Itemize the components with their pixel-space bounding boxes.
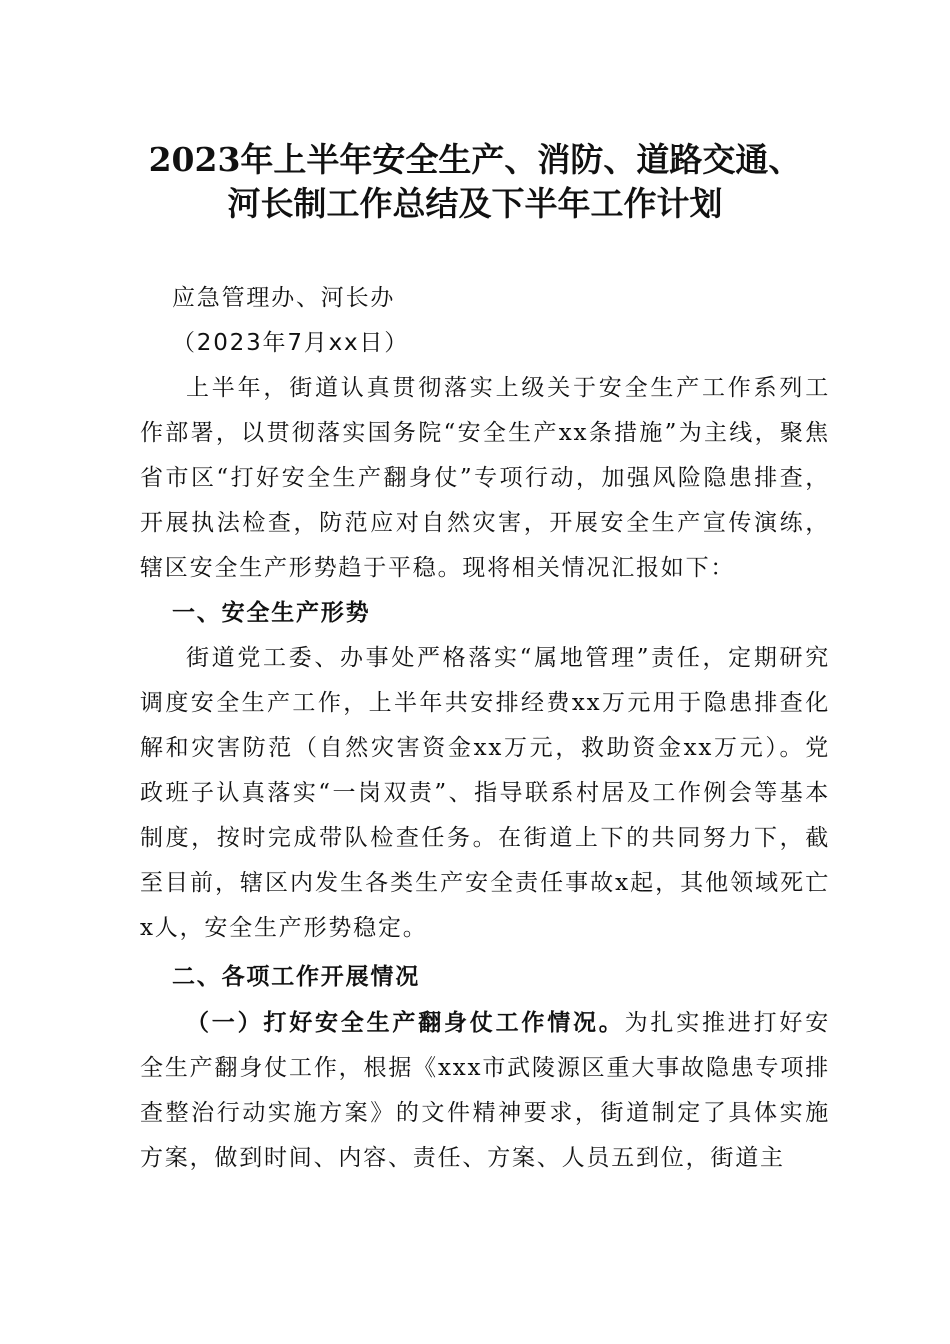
document-body (140, 276, 830, 1181)
subsection-1-body: 为扎实推进打好安全生产翻身仗工作，根据《xxx市武陵源区重大事故隐患专项排查整治行动实施方案》的文件精神要求，街道制定了具体实施方案，做到时间、内容、责任、方案、人员五到位，街道主 (140, 1010, 830, 1171)
section-1-heading: 一、安全生产形势 (172, 600, 371, 626)
intro-paragraph: 上半年，街道认真贯彻落实上级关于安全生产工作系列工作部署，以贯彻落实国务院“安全生产xx条措施”为主线，聚焦省市区“打好安全生产翻身仗”专项行动，加强风险隐患排查，开展执法检查，防范应对自然灾害，开展安全生产宣传演练，辖区安全生产形势趋于平稳。现将相关情况汇报如下： (140, 375, 830, 581)
document-title-line-1: 2023年上半年安全生产、消防、道路交通、 (148, 140, 802, 179)
section-2-heading: 二、各项工作开展情况 (172, 964, 420, 990)
date-line: （2023年7月xx日） (172, 330, 409, 356)
section-1-paragraph: 街道党工委、办事处严格落实“属地管理”责任，定期研究调度安全生产工作，上半年共安排经费xx万元用于隐患排查化解和灾害防范（自然灾害资金xx万元，救助资金xx万元）。党政班子认真落实“一岗双责”、指导联系村居及工作例会等基本制度，按时完成带队检查任务。在街道上下的共同努力下，截至目前，辖区内发生各类生产安全责任事故x起，其他领域死亡x人，安全生产形势稳定。 (140, 645, 830, 941)
department-line: 应急管理办、河长办 (172, 285, 396, 311)
subsection-1-lead: （一）打好安全生产翻身仗工作情况。 (186, 1009, 625, 1036)
document-title-line-2: 河长制工作总结及下半年工作计划 (227, 184, 723, 223)
subsection-1-paragraph (140, 1000, 830, 1181)
